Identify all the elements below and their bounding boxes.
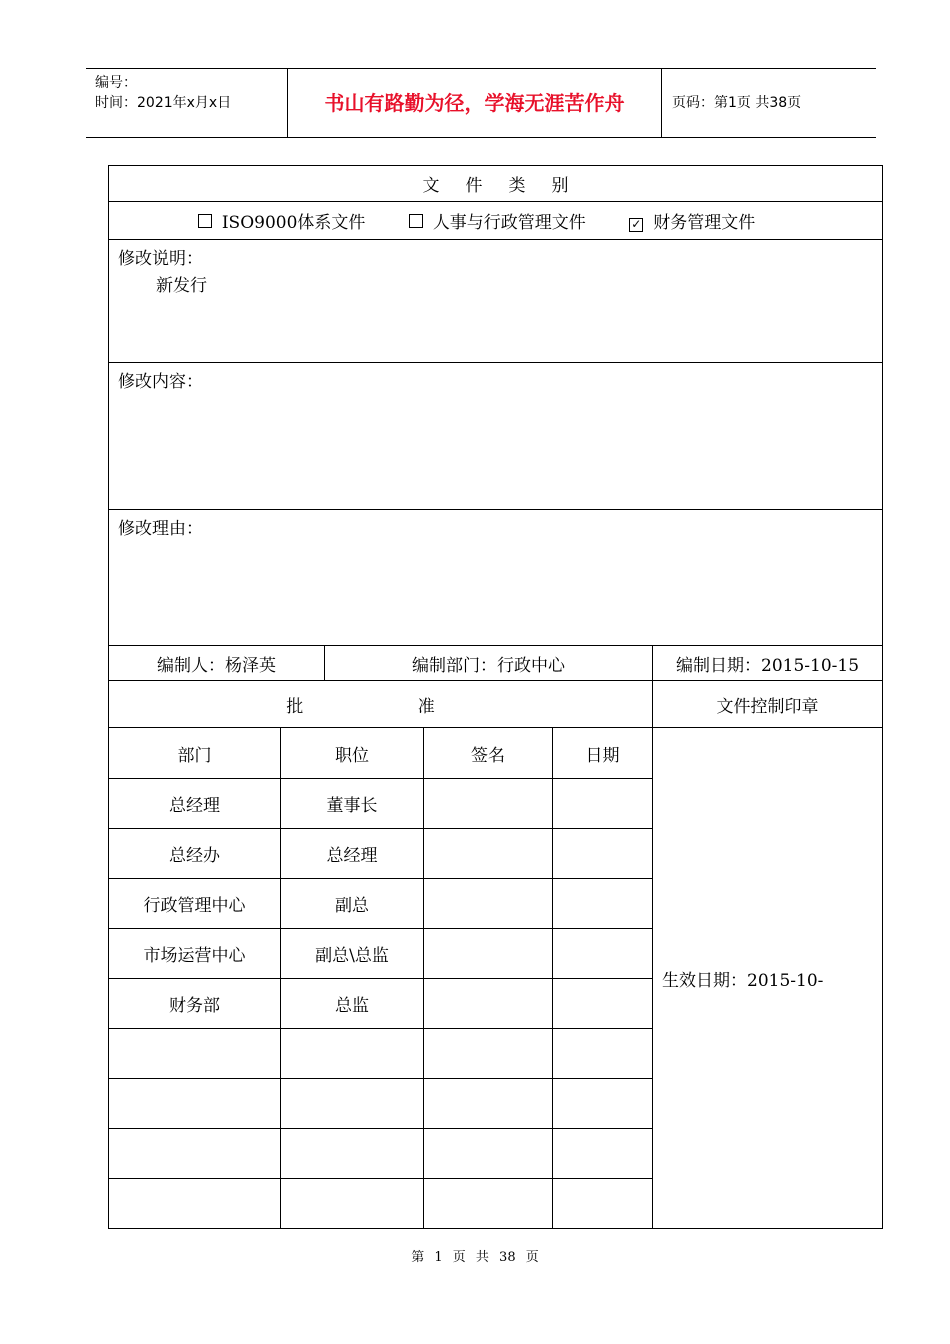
row-position [281,1129,424,1179]
row-dept [109,1079,281,1129]
department-cell: 编制部门：行政中心 [325,646,653,681]
column-header-signature: 签名 [424,728,553,779]
row-date[interactable] [553,1079,653,1129]
category-title-cell [109,166,883,202]
category-options [109,202,883,240]
row-position: 总经理 [281,829,424,879]
row-dept: 市场运营中心 [109,929,281,979]
revision-note-value: 新发行 [156,276,207,296]
revision-note-cell [109,240,883,363]
row-dept: 总经理 [109,779,281,829]
row-dept: 行政管理中心 [109,879,281,929]
revision-note-label: 修改说明： [118,249,203,269]
row-position: 总监 [281,979,424,1029]
row-date[interactable] [553,1129,653,1179]
checkbox-checked-icon[interactable]: ✓ [631,217,642,231]
approval-header-cell [109,681,653,728]
row-signature[interactable] [424,779,553,829]
row-signature[interactable] [424,979,553,1029]
row-position [281,1029,424,1079]
revision-reason-cell [109,510,883,646]
row-signature[interactable] [424,1129,553,1179]
page-footer: 第 1 页 共 38 页 [411,1250,539,1265]
row-dept: 总经办 [109,829,281,879]
stamp-title-cell: 文件控制印章 [653,681,883,728]
checkbox-unchecked-icon[interactable] [409,214,423,228]
row-date[interactable] [553,779,653,829]
row-date[interactable] [553,1179,653,1229]
header-motto: 书山有路勤为径，学海无涯苦作舟 [324,91,625,115]
row-signature[interactable] [424,879,553,929]
category-option-hr-admin[interactable] [409,208,586,233]
editor-cell: 编制人：杨泽英 [109,646,325,681]
category-option-finance[interactable] [629,208,755,233]
stamp-area [653,728,883,1229]
row-signature[interactable] [424,1029,553,1079]
row-signature[interactable] [424,829,553,879]
row-date[interactable] [553,829,653,879]
header-page-number: 页码：第1页 共38页 [672,95,802,111]
document-control-form [108,165,883,1229]
row-date[interactable] [553,879,653,929]
header-divider [661,69,662,137]
row-position: 董事长 [281,779,424,829]
row-dept [109,1129,281,1179]
row-signature[interactable] [424,1179,553,1229]
row-dept [109,1029,281,1079]
row-date[interactable] [553,1029,653,1079]
row-position [281,1179,424,1229]
row-signature[interactable] [424,929,553,979]
row-position: 副总 [281,879,424,929]
category-option-label: 财务管理文件 [653,213,756,233]
approval-label-left: 批 [286,696,304,717]
edit-date-cell: 编制日期：2015-10-15 [653,646,883,681]
effective-date: 生效日期：2015-10- [662,970,824,991]
column-header-date: 日期 [553,728,653,779]
row-signature[interactable] [424,1079,553,1129]
column-header-dept: 部门 [109,728,281,779]
document-time-label: 时间：2021年x月x日 [95,95,232,111]
approval-label-right: 准 [417,696,435,717]
checkbox-unchecked-icon[interactable] [198,214,212,228]
revision-reason-label: 修改理由： [118,519,203,539]
category-option-iso9000[interactable] [198,208,366,233]
row-position [281,1079,424,1129]
row-date[interactable] [553,929,653,979]
document-number-label: 编号： [95,75,137,91]
column-header-position: 职位 [281,728,424,779]
page-header [86,68,876,138]
row-position: 副总\总监 [281,929,424,979]
category-option-label: 人事与行政管理文件 [432,213,586,233]
row-dept: 财务部 [109,979,281,1029]
category-title: 文件类别 [422,176,595,196]
row-date[interactable] [553,979,653,1029]
category-option-label: ISO9000体系文件 [221,213,366,233]
row-dept [109,1179,281,1229]
revision-content-cell [109,363,883,510]
revision-content-label: 修改内容： [118,372,203,392]
